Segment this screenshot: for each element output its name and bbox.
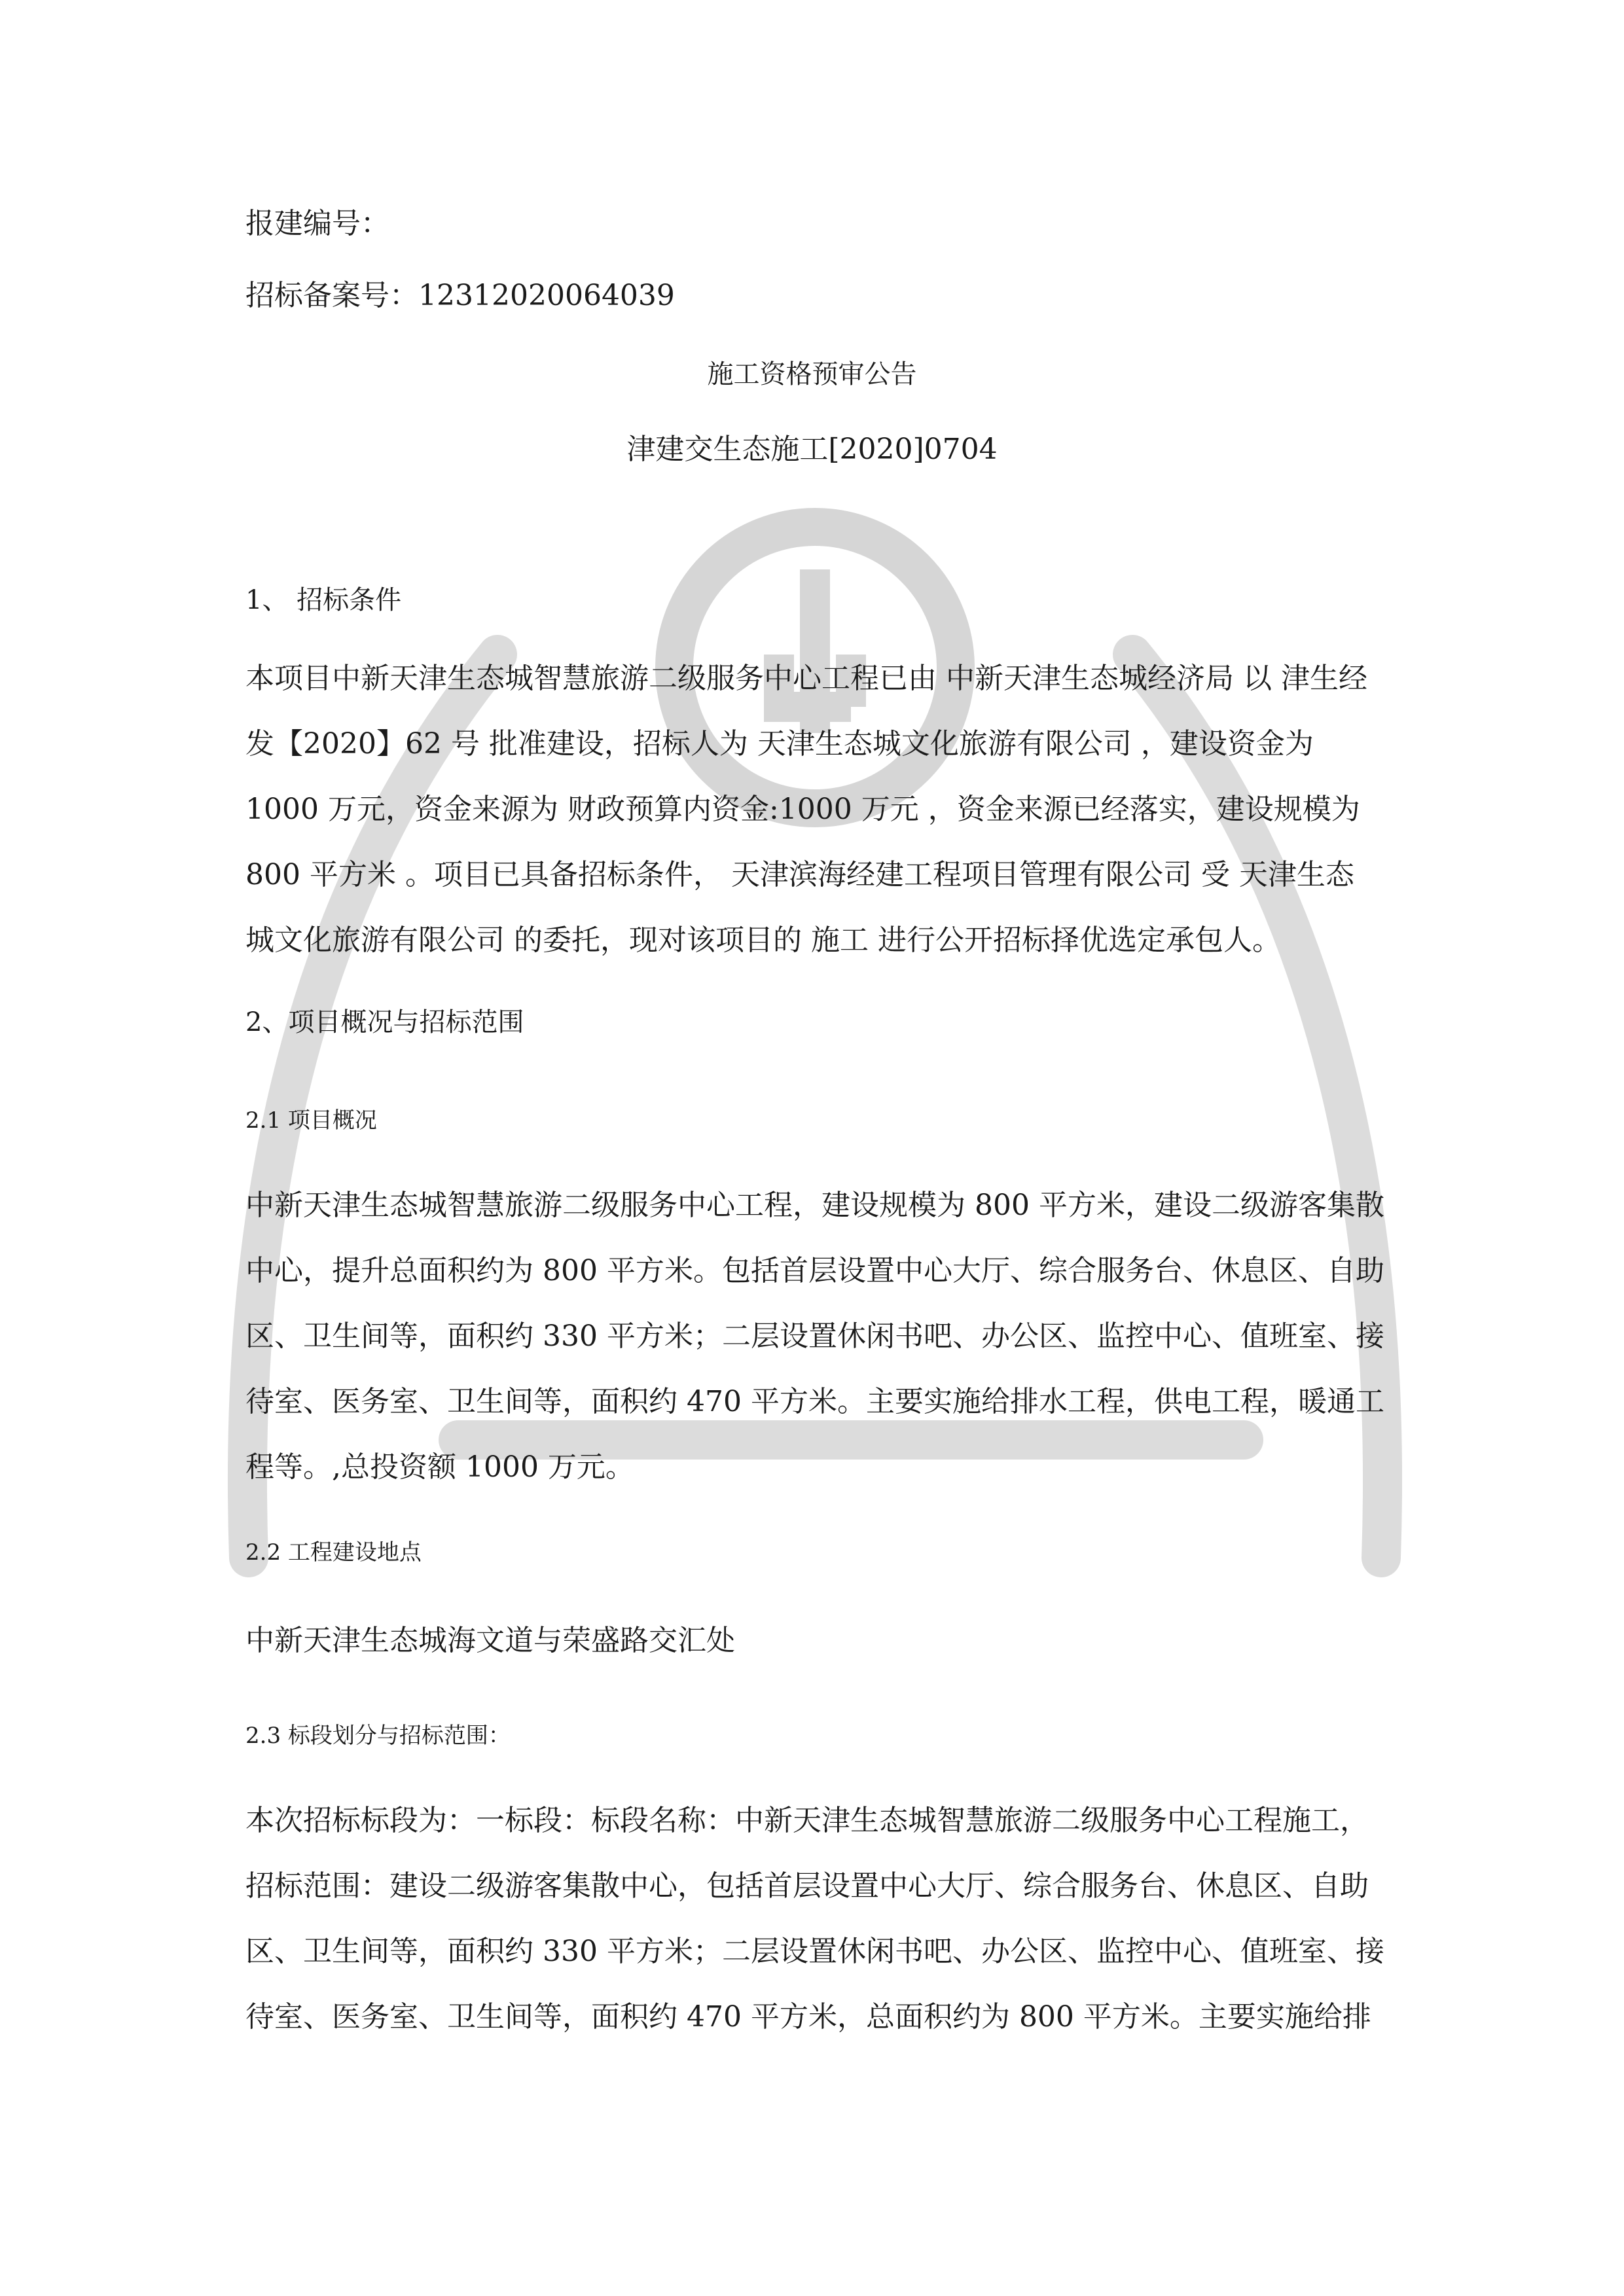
section-2-1-line: 中新天津生态城智慧旅游二级服务中心工程，建设规模为 800 平方米，建设二级游客集散: [245, 1189, 1384, 1222]
section-2-3-heading: 2.3 标段划分与招标范围：: [245, 1723, 511, 1749]
report-number-label: 报建编号：: [245, 207, 389, 240]
section-2-1-line: 程等。,总投资额 1000 万元。: [245, 1450, 634, 1484]
section-2-3-line: 本次招标标段为：一标段：标段名称：中新天津生态城智慧旅游二级服务中心工程施工，: [245, 1804, 1369, 1837]
section-1-heading: 1、 招标条件: [245, 585, 402, 615]
section-2-3-line: 待室、医务室、卫生间等，面积约 470 平方米，总面积约为 800 平方米。主要实施给排: [245, 2000, 1371, 2034]
section-2-heading: 2、项目概况与招标范围: [245, 1007, 524, 1037]
section-2-1-heading: 2.1 项目概况: [245, 1107, 377, 1134]
record-number: 招标备案号：12312020064039: [245, 279, 675, 312]
section-2-1-line: 区、卫生间等，面积约 330 平方米；二层设置休闲书吧、办公区、监控中心、值班室、接: [245, 1319, 1384, 1353]
section-2-2-heading: 2.2 工程建设地点: [245, 1539, 422, 1566]
section-1-line: 1000 万元，资金来源为 财政预算内资金:1000 万元 ，资金来源已经落实，建设规模为: [245, 793, 1360, 826]
page-title: 施工资格预审公告: [707, 359, 917, 389]
document-code: 津建交生态施工[2020]0704: [626, 433, 998, 466]
section-1-line: 城文化旅游有限公司 的委托，现对该项目的 施工 进行公开招标择优选定承包人。: [245, 924, 1281, 957]
section-1-line: 发【2020】62 号 批准建设，招标人为 天津生态城文化旅游有限公司 ，建设资金为: [245, 727, 1314, 761]
section-2-1-line: 待室、医务室、卫生间等，面积约 470 平方米。主要实施给排水工程，供电工程，暖通工: [245, 1385, 1384, 1418]
section-1-line: 本项目中新天津生态城智慧旅游二级服务中心工程已由 中新天津生态城经济局 以 津生经: [245, 662, 1367, 695]
section-2-2-text: 中新天津生态城海文道与荣盛路交汇处: [245, 1624, 735, 1657]
section-2-3-line: 招标范围：建设二级游客集散中心，包括首层设置中心大厅、综合服务台、休息区、自助: [245, 1869, 1369, 1903]
section-2-3-line: 区、卫生间等，面积约 330 平方米；二层设置休闲书吧、办公区、监控中心、值班室、接: [245, 1935, 1384, 1968]
section-1-line: 800 平方米 。项目已具备招标条件， 天津滨海经建工程项目管理有限公司 受 天津生态: [245, 858, 1354, 891]
section-2-1-line: 中心，提升总面积约为 800 平方米。包括首层设置中心大厅、综合服务台、休息区、自助: [245, 1254, 1384, 1287]
